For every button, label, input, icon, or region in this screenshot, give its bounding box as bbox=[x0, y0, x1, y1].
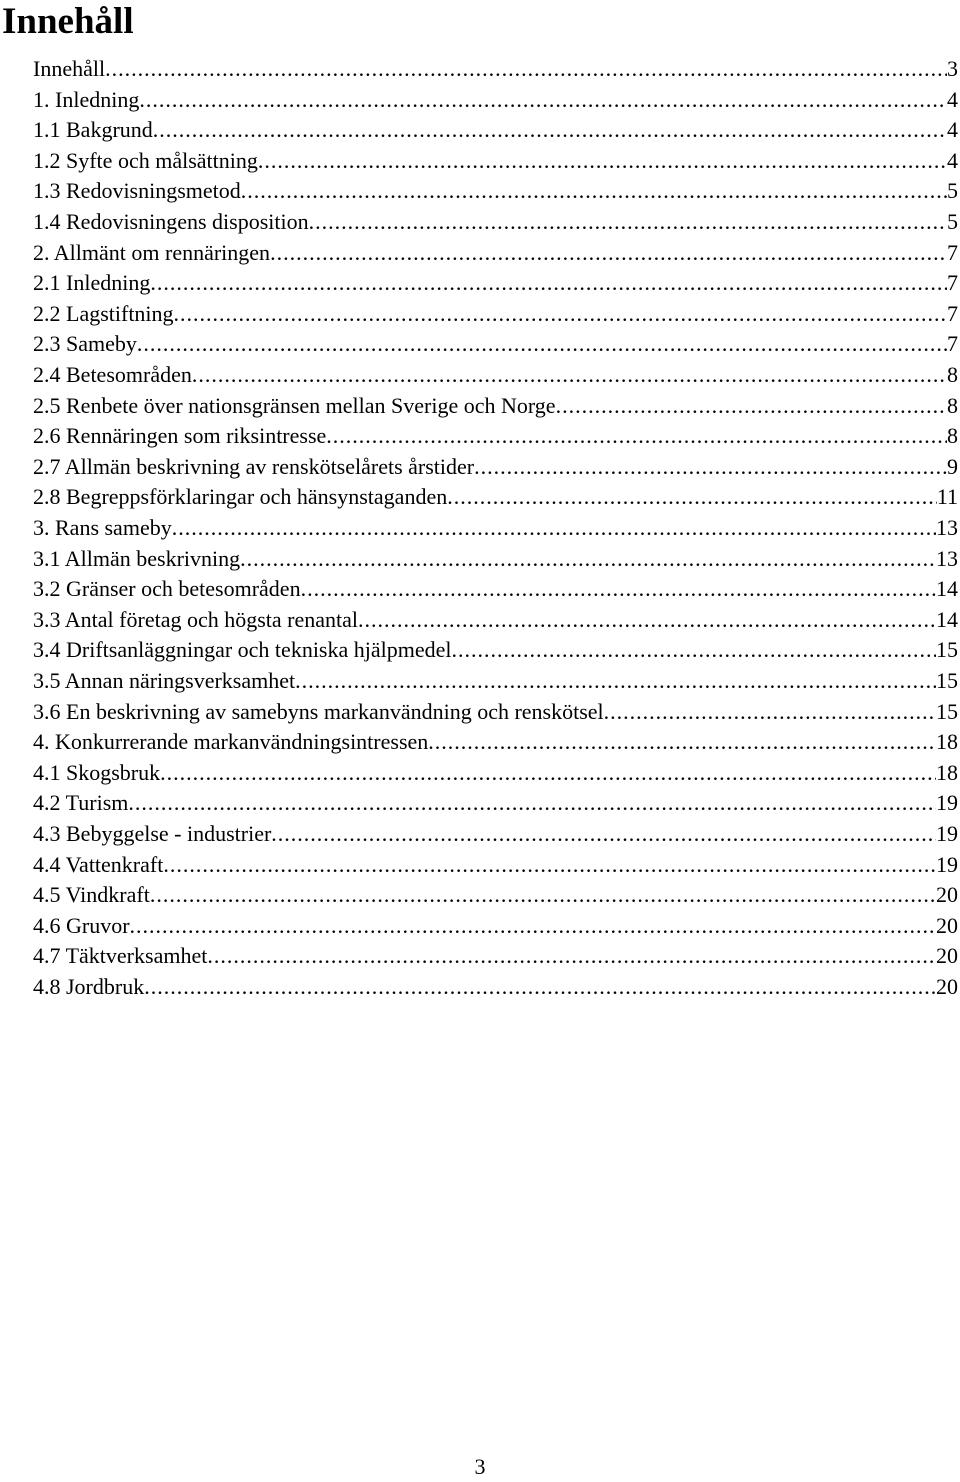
toc-entry[interactable] bbox=[33, 972, 960, 1002]
toc-entry-title: 3. Rans sameby bbox=[33, 515, 172, 540]
toc-dot-leader bbox=[163, 850, 936, 880]
toc-entry[interactable] bbox=[33, 819, 960, 849]
toc-entry[interactable] bbox=[33, 850, 960, 880]
toc-entry[interactable] bbox=[33, 635, 960, 665]
toc-entry-title: 4.3 Bebyggelse - industrier bbox=[33, 821, 272, 846]
page-number: 3 bbox=[474, 1454, 486, 1479]
toc-dot-leader bbox=[271, 819, 936, 849]
toc-dot-leader bbox=[207, 941, 936, 971]
toc-entry-page-number: 20 bbox=[936, 974, 958, 999]
toc-dot-leader bbox=[144, 972, 936, 1002]
toc-entry[interactable] bbox=[33, 146, 960, 176]
toc-entry-page-number: 8 bbox=[947, 362, 958, 387]
toc-entry-page-number: 4 bbox=[947, 148, 958, 173]
toc-entry[interactable] bbox=[33, 544, 960, 574]
toc-entry-page-number: 9 bbox=[947, 454, 958, 479]
toc-entry[interactable] bbox=[33, 911, 960, 941]
toc-entry[interactable] bbox=[33, 605, 960, 635]
toc-dot-leader bbox=[240, 544, 936, 574]
toc-entry-title: 3.2 Gränser och betesområden bbox=[33, 576, 301, 601]
toc-entry-title: 2.4 Betesområden bbox=[33, 362, 192, 387]
toc-entry-title: Innehåll bbox=[33, 56, 106, 81]
toc-entry-title: 2.7 Allmän beskrivning av renskötselårets årstider bbox=[33, 454, 475, 479]
toc-entry-page-number: 19 bbox=[936, 852, 958, 877]
toc-entry-title: 2.8 Begreppsförklaringar och hänsynstaganden bbox=[33, 484, 448, 509]
toc-dot-leader bbox=[309, 207, 947, 237]
toc-entry[interactable] bbox=[33, 697, 960, 727]
toc-entry[interactable] bbox=[33, 758, 960, 788]
toc-entry[interactable] bbox=[33, 85, 960, 115]
toc-dot-leader bbox=[160, 758, 936, 788]
toc-dot-leader bbox=[139, 85, 947, 115]
toc-entry[interactable] bbox=[33, 268, 960, 298]
toc-entry-title: 4.5 Vindkraft bbox=[33, 882, 150, 907]
toc-entry-title: 4.4 Vattenkraft bbox=[33, 852, 164, 877]
toc-dot-leader bbox=[105, 54, 947, 84]
toc-entry[interactable] bbox=[33, 727, 960, 757]
toc-entry-title: 2.6 Rennäringen som riksintresse bbox=[33, 423, 327, 448]
toc-dot-leader bbox=[358, 605, 936, 635]
toc-dot-leader bbox=[150, 268, 947, 298]
toc-entry[interactable] bbox=[33, 513, 960, 543]
toc-entry[interactable] bbox=[33, 360, 960, 390]
toc-entry-page-number: 20 bbox=[936, 882, 958, 907]
toc-entry-title: 1.3 Redovisningsmetod bbox=[33, 178, 241, 203]
toc-dot-leader bbox=[174, 299, 947, 329]
toc-entry-title: 1.4 Redovisningens disposition bbox=[33, 209, 309, 234]
toc-entry-title: 4.2 Turism bbox=[33, 790, 129, 815]
toc-dot-leader bbox=[604, 697, 936, 727]
toc-entry-title: 3.3 Antal företag och högsta renantal bbox=[33, 607, 359, 632]
toc-entry-title: 1. Inledning bbox=[33, 87, 140, 112]
toc-dot-leader bbox=[447, 482, 937, 512]
toc-entry-title: 2.2 Lagstiftning bbox=[33, 301, 174, 326]
toc-entry[interactable] bbox=[33, 54, 960, 84]
toc-dot-leader bbox=[172, 513, 936, 543]
toc-entry-page-number: 15 bbox=[936, 699, 958, 724]
toc-dot-leader bbox=[301, 574, 936, 604]
toc-entry-title: 2.1 Inledning bbox=[33, 270, 151, 295]
toc-dot-leader bbox=[153, 115, 947, 145]
toc-dot-leader bbox=[241, 176, 947, 206]
toc-entry-title: 4.1 Skogsbruk bbox=[33, 760, 161, 785]
toc-entry-title: 2. Allmänt om rennäringen bbox=[33, 240, 271, 265]
toc-dot-leader bbox=[150, 880, 936, 910]
page-title: Innehåll bbox=[2, 1, 134, 42]
toc-entry-page-number: 11 bbox=[936, 484, 958, 509]
toc-entry-page-number: 8 bbox=[947, 393, 958, 418]
toc-dot-leader bbox=[474, 452, 947, 482]
toc-dot-leader bbox=[326, 421, 947, 451]
toc-entry-title: 3.4 Driftsanläggningar och tekniska hjälpmedel bbox=[33, 637, 452, 662]
toc-entry-page-number: 18 bbox=[936, 760, 958, 785]
toc-entry-page-number: 20 bbox=[936, 943, 958, 968]
toc-dot-leader bbox=[270, 238, 947, 268]
toc-entry[interactable] bbox=[33, 666, 960, 696]
toc-entry-page-number: 15 bbox=[936, 668, 958, 693]
toc-entry-title: 3.6 En beskrivning av samebyns markanvändning och renskötsel bbox=[33, 699, 604, 724]
toc-entry[interactable] bbox=[33, 880, 960, 910]
toc-entry-title: 4. Konkurrerande markanvändningsintressen bbox=[33, 729, 429, 754]
toc-entry-title: 3.1 Allmän beskrivning bbox=[33, 546, 241, 571]
toc-dot-leader bbox=[192, 360, 947, 390]
toc-entry-title: 2.3 Sameby bbox=[33, 331, 137, 356]
toc-entry-title: 4.6 Gruvor bbox=[33, 913, 130, 938]
toc-entry-title: 1.1 Bakgrund bbox=[33, 117, 153, 142]
toc-entry[interactable] bbox=[33, 207, 960, 237]
toc-entry[interactable] bbox=[33, 941, 960, 971]
toc-dot-leader bbox=[128, 788, 936, 818]
toc-entry-page-number: 19 bbox=[936, 790, 958, 815]
toc-entry[interactable] bbox=[33, 299, 960, 329]
toc-entry[interactable] bbox=[33, 115, 960, 145]
toc-entry-page-number: 13 bbox=[936, 515, 958, 540]
toc-entry-page-number: 7 bbox=[947, 331, 958, 356]
toc-entry-page-number: 15 bbox=[936, 637, 958, 662]
toc-entry[interactable] bbox=[33, 329, 960, 359]
toc-entry[interactable] bbox=[33, 482, 960, 512]
toc-entry-page-number: 8 bbox=[947, 423, 958, 448]
toc-entry-page-number: 19 bbox=[936, 821, 958, 846]
toc-entry-page-number: 18 bbox=[936, 729, 958, 754]
toc-entry-page-number: 14 bbox=[936, 576, 958, 601]
toc-dot-leader bbox=[556, 391, 947, 421]
toc-entry[interactable] bbox=[33, 391, 960, 421]
toc-entry-page-number: 4 bbox=[947, 87, 958, 112]
toc-entry[interactable] bbox=[33, 574, 960, 604]
toc-dot-leader bbox=[137, 329, 947, 359]
toc-entry-title: 3.5 Annan näringsverksamhet bbox=[33, 668, 296, 693]
toc-entry-title: 4.8 Jordbruk bbox=[33, 974, 145, 999]
toc-entry-page-number: 5 bbox=[947, 209, 958, 234]
toc-entry-page-number: 7 bbox=[947, 270, 958, 295]
toc-entry[interactable] bbox=[33, 788, 960, 818]
toc-entry[interactable] bbox=[33, 238, 960, 268]
toc-entry-page-number: 5 bbox=[947, 178, 958, 203]
toc-entry-page-number: 4 bbox=[947, 117, 958, 142]
toc-dot-leader bbox=[130, 911, 936, 941]
toc-entry-page-number: 7 bbox=[947, 240, 958, 265]
toc-dot-leader bbox=[295, 666, 936, 696]
toc-entry[interactable] bbox=[33, 176, 960, 206]
toc-entry-page-number: 3 bbox=[947, 56, 958, 81]
toc-entry[interactable] bbox=[33, 421, 960, 451]
toc-entry-title: 2.5 Renbete över nationsgränsen mellan Sverige och Norge bbox=[33, 393, 556, 418]
toc-entry-title: 1.2 Syfte och målsättning bbox=[33, 148, 258, 173]
toc-dot-leader bbox=[258, 146, 947, 176]
toc-entry-page-number: 14 bbox=[936, 607, 958, 632]
toc-entry-page-number: 20 bbox=[936, 913, 958, 938]
toc-entry-page-number: 7 bbox=[947, 301, 958, 326]
toc-dot-leader bbox=[428, 727, 936, 757]
toc-dot-leader bbox=[452, 635, 937, 665]
toc-entry[interactable] bbox=[33, 452, 960, 482]
toc-entry-title: 4.7 Täktverksamhet bbox=[33, 943, 208, 968]
toc-entry-page-number: 13 bbox=[936, 546, 958, 571]
